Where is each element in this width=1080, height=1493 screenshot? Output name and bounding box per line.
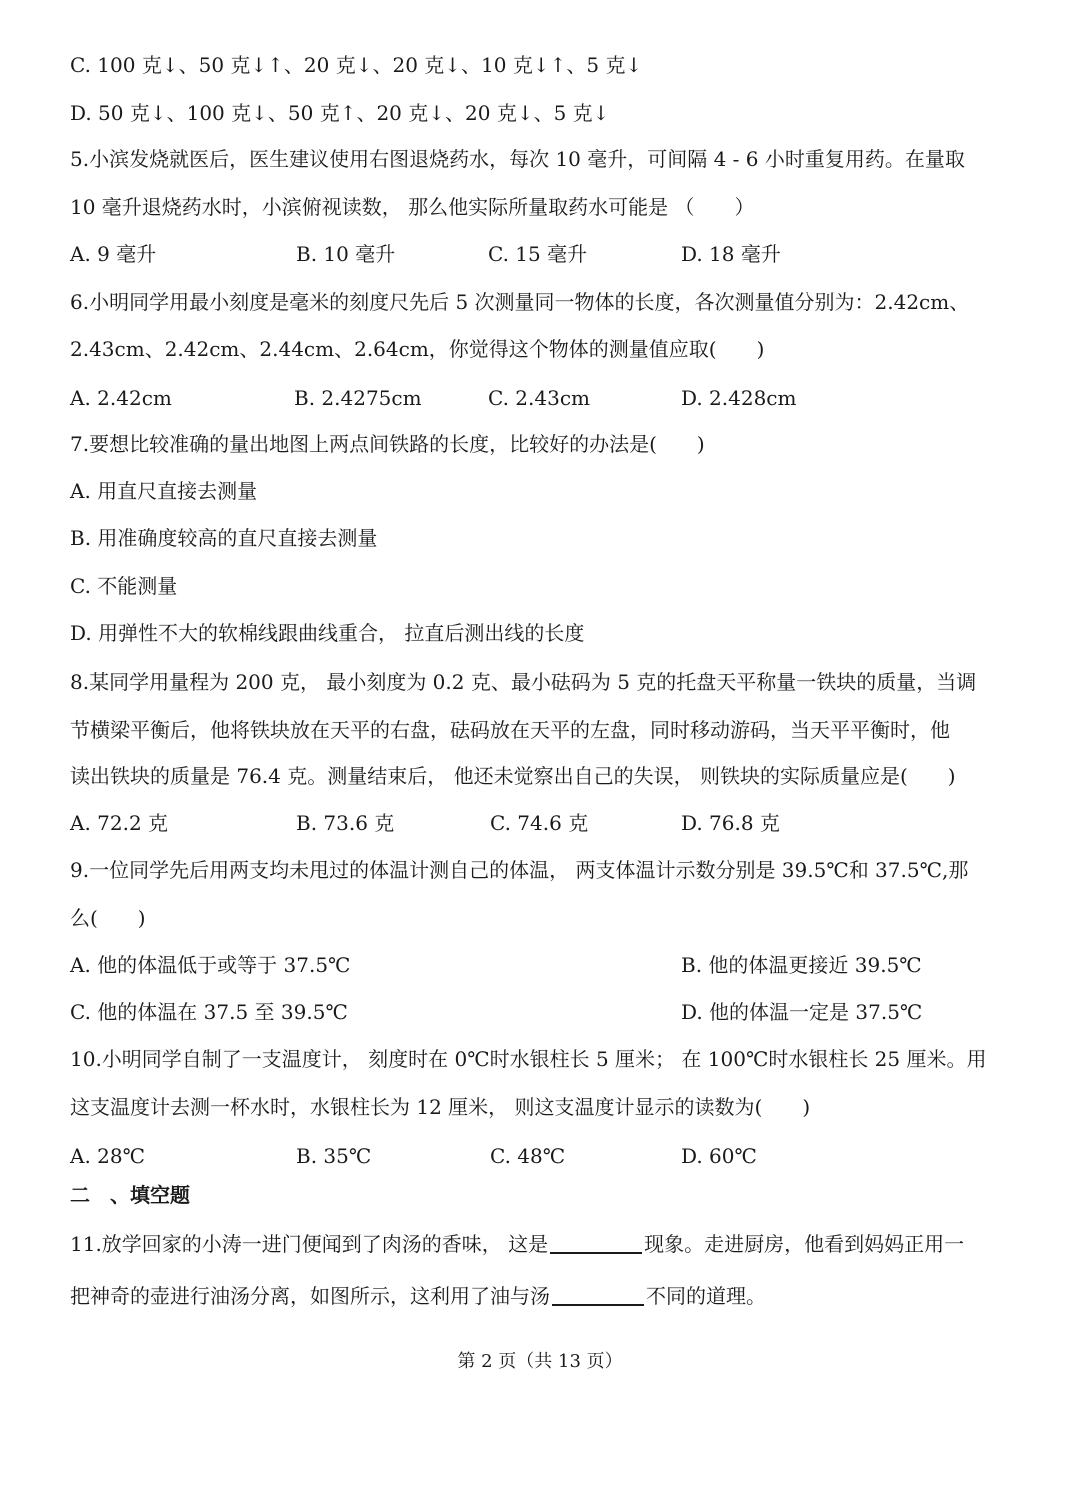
q8-stem-line1: 8.某同学用量程为 200 克， 最小刻度为 0.2 克、最小砝码为 5 克的托盘天平称量一铁块的质量，当调 bbox=[70, 670, 977, 694]
q10-option-a: A. 28℃ bbox=[70, 1144, 145, 1168]
q8-option-c: C. 74.6 克 bbox=[490, 811, 589, 835]
q9-option-a: A. 他的体温低于或等于 37.5℃ bbox=[70, 953, 351, 977]
q6-option-c: C. 2.43cm bbox=[488, 386, 591, 410]
q8-stem-line2: 节横梁平衡后，他将铁块放在天平的右盘，砝码放在天平的左盘，同时移动游码，当天平平衡时，他 bbox=[70, 718, 950, 742]
q8-stem-line3: 读出铁块的质量是 76.4 克。测量结束后， 他还未觉察出自己的失误， 则铁块的实际质量应是( ) bbox=[70, 764, 956, 788]
q5-option-c: C. 15 毫升 bbox=[488, 242, 588, 266]
q6-option-b: B. 2.4275cm bbox=[294, 386, 422, 410]
q8-option-a: A. 72.2 克 bbox=[70, 811, 169, 835]
q6-option-d: D. 2.428cm bbox=[681, 386, 797, 410]
q5-option-b: B. 10 毫升 bbox=[296, 242, 396, 266]
q9-option-c: C. 他的体温在 37.5 至 39.5℃ bbox=[70, 1000, 348, 1024]
q8-option-b: B. 73.6 克 bbox=[296, 811, 395, 835]
q11-blank-1[interactable] bbox=[550, 1232, 642, 1254]
q8-option-d: D. 76.8 克 bbox=[681, 811, 780, 835]
q11-stem-line2 bbox=[70, 1282, 766, 1310]
q5-option-d: D. 18 毫升 bbox=[681, 242, 781, 266]
q11-text-1b: 现象。走进厨房，他看到妈妈正用一 bbox=[644, 1232, 965, 1256]
section-heading-fill-in: 二 、填空题 bbox=[70, 1183, 190, 1207]
q9-stem-line2: 么( ) bbox=[70, 906, 146, 930]
q11-text-2a: 把神奇的壶进行油汤分离，如图所示，这利用了油与汤 bbox=[70, 1284, 550, 1308]
q5-stem-line1: 5.小滨发烧就医后，医生建议使用右图退烧药水，每次 10 毫升，可间隔 4 - 6 小时重复用药。在量取 bbox=[70, 147, 965, 171]
q10-stem-line1: 10.小明同学自制了一支温度计， 刻度时在 0℃时水银柱长 5 厘米； 在 100℃时水银柱长 25 厘米。用 bbox=[70, 1047, 987, 1071]
q10-option-c: C. 48℃ bbox=[490, 1144, 566, 1168]
q5-option-a: A. 9 毫升 bbox=[70, 242, 157, 266]
q6-stem-line2: 2.43cm、2.42cm、2.44cm、2.64cm，你觉得这个物体的测量值应取( ) bbox=[70, 337, 765, 361]
page-footer: 第 2 页（共 13 页） bbox=[457, 1351, 623, 1372]
q7-option-d: D. 用弹性不大的软棉线跟曲线重合， 拉直后测出线的长度 bbox=[70, 621, 585, 645]
q11-text-2b: 不同的道理。 bbox=[646, 1284, 766, 1308]
q7-option-b: B. 用准确度较高的直尺直接去测量 bbox=[70, 526, 378, 550]
q5-stem-line2: 10 毫升退烧药水时，小滨俯视读数， 那么他实际所量取药水可能是 （ ） bbox=[70, 195, 755, 219]
q11-blank-2[interactable] bbox=[552, 1284, 644, 1306]
q9-option-b: B. 他的体温更接近 39.5℃ bbox=[681, 953, 922, 977]
q7-option-c: C. 不能测量 bbox=[70, 574, 178, 598]
q4-option-c: C. 100 克↓、50 克↓↑、20 克↓、20 克↓、10 克↓↑、5 克↓ bbox=[70, 53, 643, 77]
q6-option-a: A. 2.42cm bbox=[70, 386, 172, 410]
q7-stem: 7.要想比较准确的量出地图上两点间铁路的长度，比较好的办法是( ) bbox=[70, 432, 705, 456]
q11-stem-line1 bbox=[70, 1230, 964, 1258]
q6-stem-line1: 6.小明同学用最小刻度是毫米的刻度尺先后 5 次测量同一物体的长度，各次测量值分别为：2.42cm、 bbox=[70, 290, 970, 314]
q7-option-a: A. 用直尺直接去测量 bbox=[70, 479, 258, 503]
q11-text-1a: 11.放学回家的小涛一进门便闻到了肉汤的香味， 这是 bbox=[70, 1232, 549, 1256]
q10-stem-line2: 这支温度计去测一杯水时，水银柱长为 12 厘米， 则这支温度计显示的读数为( ) bbox=[70, 1095, 811, 1119]
q10-option-d: D. 60℃ bbox=[681, 1144, 757, 1168]
q9-option-d: D. 他的体温一定是 37.5℃ bbox=[681, 1000, 923, 1024]
q10-option-b: B. 35℃ bbox=[296, 1144, 372, 1168]
q4-option-d: D. 50 克↓、100 克↓、50 克↑、20 克↓、20 克↓、5 克↓ bbox=[70, 101, 610, 125]
q9-stem-line1: 9.一位同学先后用两支均未甩过的体温计测自己的体温， 两支体温计示数分别是 39.5℃和 37.5℃,那 bbox=[70, 858, 969, 882]
